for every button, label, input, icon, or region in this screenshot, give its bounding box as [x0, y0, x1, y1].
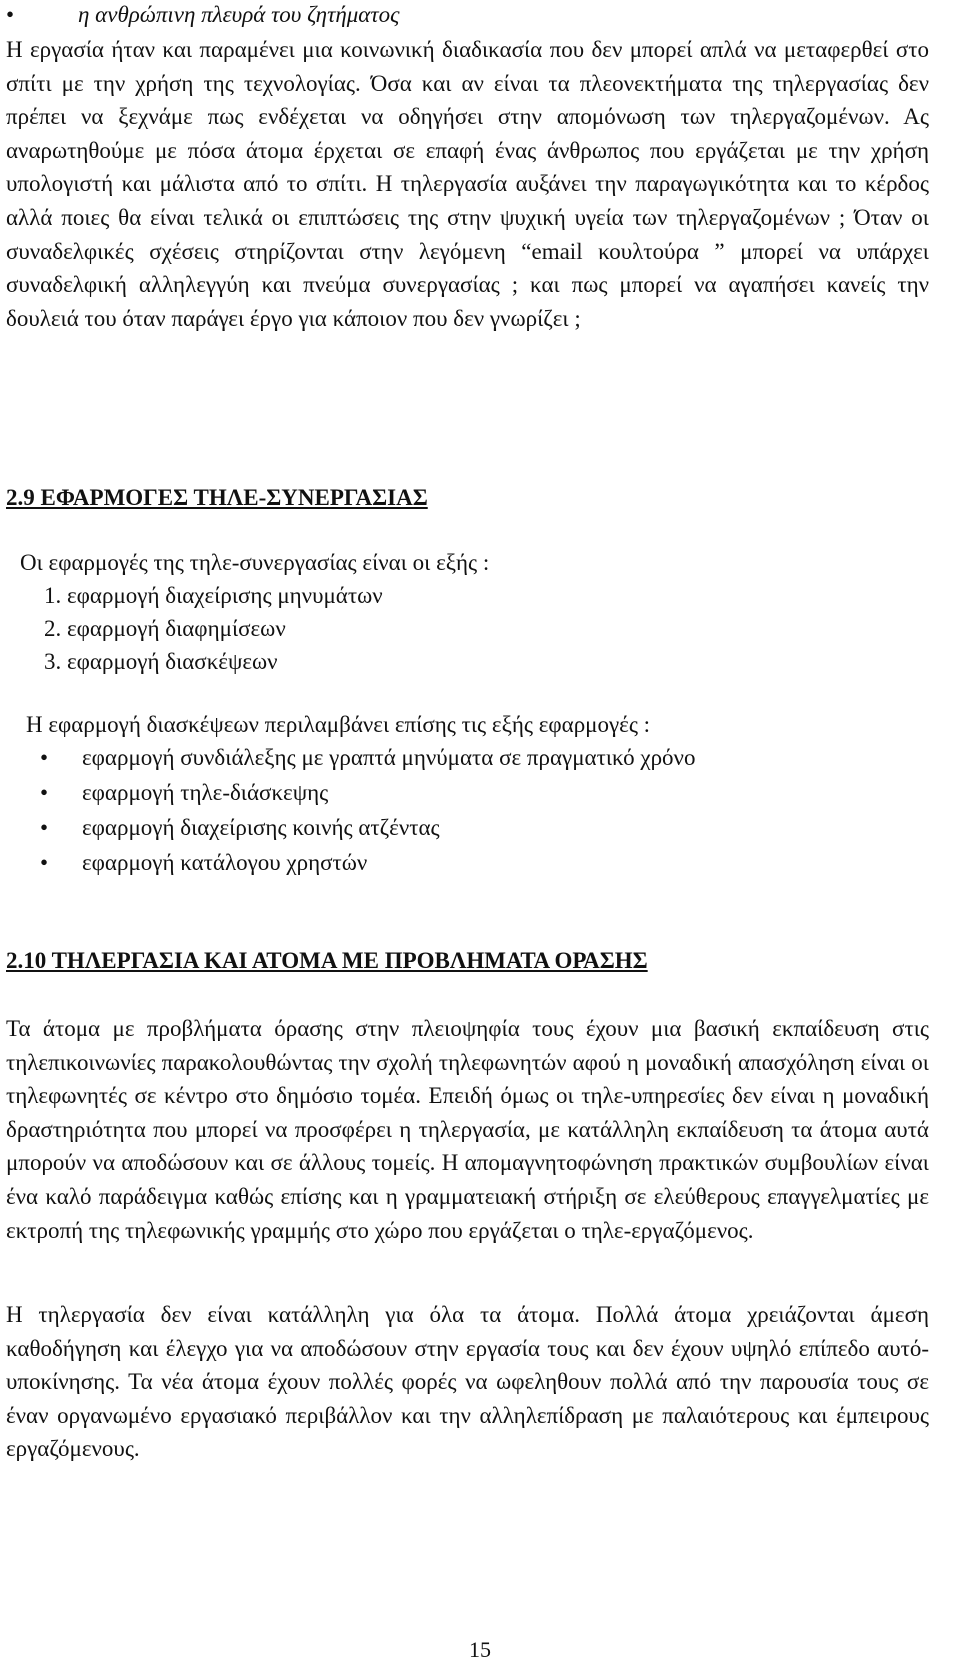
bullet-icon: •: [40, 850, 49, 875]
numbered-item-3: 3. εφαρμογή διασκέψεων: [44, 649, 278, 674]
list-item-text: εφαρμογή διαχείρισης κοινής ατζέντας: [82, 815, 440, 840]
section-intro: Οι εφαρμογές της τηλε-συνεργασίας είναι οι εξής :: [20, 550, 490, 575]
list-item-text: εφαρμογή συνδιάλεξης με γραπτά μηνύματα σε πραγματικό χρόνο: [82, 745, 696, 770]
bullet-icon: •: [6, 2, 15, 27]
bullet-icon: •: [40, 815, 49, 840]
bullet-text: η ανθρώπινη πλευρά του ζητήματος: [78, 2, 400, 27]
numbered-item-1: 1. εφαρμογή διαχείρισης μηνυμάτων: [44, 583, 383, 608]
list-item-text: εφαρμογή κατάλογου χρηστών: [82, 850, 368, 875]
intro-paragraph: Η εργασία ήταν και παραμένει μια κοινωνική διαδικασία που δεν μπορεί απλά να μεταφερθεί στο σπίτι με την χρήση της τεχνολογίας. Όσα και αν είναι τα πλεονεκτήματα της τηλεργασίας δεν πρέπει να ξεχνάμε πως ενδέχεται να οδηγήσει στην απομόνωση των τηλεργαζομένων. Ας αναρωτηθούμε με πόσα άτομα έρχεται σε επαφή ένας άνθρωπος που εργάζεται με την χρήση υπολογιστή και μάλιστα από το σπίτι. Η τηλεργασία αυξάνει την παραγωγικότητα και το κέρδος αλλά ποιες θα είναι τελικά οι επιπτώσεις της στην ψυχική υγεία των τηλεργαζομένων ; Όταν οι συναδελφικές σχέσεις στηρίζονται στην λεγόμενη “email κουλτούρα ” μπορεί να υπάρχει συναδελφική αλληλεγγύη και πνεύμα συνεργασίας ; και πως μπορεί να αγαπήσει κανείς την δουλειά του όταν παράγει έργο για κάποιον που δεν γνωρίζει ;: [6, 37, 929, 331]
body-paragraph: Τα άτομα με προβλήματα όρασης στην πλειοψηφία τους έχουν μια βασική εκπαίδευση στις τηλεπικοινωνίες παρακολουθώντας την σχολή τηλεφωνητών αφού η μοναδική απασχόληση είναι οι τηλεφωνητές σε κέντρο στο δημόσιο τομέα. Επειδή όμως οι τηλε-υπηρεσίες δεν είναι η μοναδική δραστηριότητα που μπορεί να προσφέρει η τηλεργασία, με κατάλληλη εκπαίδευση τα άτομα αυτά μπορούν να αποδώσουν και σε άλλους τομείς. Η απομαγνητοφώνηση πρακτικών συμβουλίων είναι ένα καλό παράδειγμα καθώς επίσης και η γραμματειακή στήριξη σε ελεύθερους επαγγελματίες με εκτροπή της τηλεφωνικής γραμμής στο χώρο που εργάζεται ο τηλε-εργαζόμενος.: [6, 1016, 929, 1243]
numbered-item-2: 2. εφαρμογή διαφημίσεων: [44, 616, 286, 641]
section-heading-2-9: 2.9 ΕΦΑΡΜΟΓΕΣ ΤΗΛΕ-ΣΥΝΕΡΓΑΣΙΑΣ: [6, 485, 428, 510]
bullet-icon: •: [40, 780, 49, 805]
bullet-icon: •: [40, 745, 49, 770]
section-heading-2-10: 2.10 ΤΗΛΕΡΓΑΣΙΑ ΚΑΙ ΑΤΟΜΑ ΜΕ ΠΡΟΒΛΗΜΑΤΑ ΟΡΑΣΗΣ: [6, 948, 648, 973]
page-number: 15: [469, 1637, 491, 1662]
body-paragraph: Η τηλεργασία δεν είναι κατάλληλη για όλα τα άτομα. Πολλά άτομα χρειάζονται άμεση καθοδήγηση και έλεγχο για να αποδώσουν στην εργασία τους και δεν έχουν υψηλό επίπεδο αυτό-υποκίνησης. Τα νέα άτομα έχουν πολλές φορές να ωφεληθουν πολλά από την παρουσία τους σε έναν οργανωμένο εργασιακό περιβάλλον και την αλληλεπίδραση με παλαιότερους και έμπειρους εργαζόμενους.: [6, 1302, 929, 1462]
list-item-text: εφαρμογή τηλε-διάσκεψης: [82, 780, 329, 805]
conference-intro: Η εφαρμογή διασκέψεων περιλαμβάνει επίσης τις εξής εφαρμογές :: [26, 712, 651, 737]
